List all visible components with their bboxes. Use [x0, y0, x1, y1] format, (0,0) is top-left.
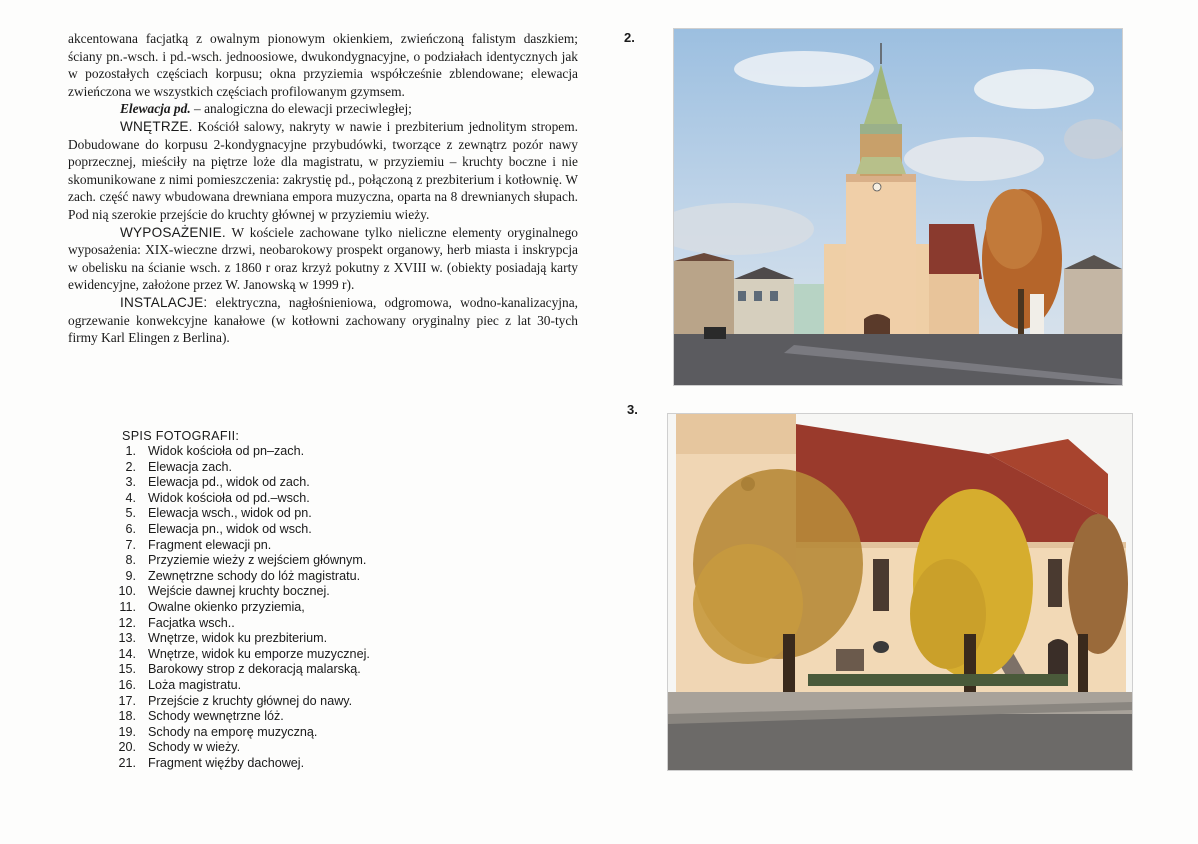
- list-item: [110, 444, 440, 460]
- list-item: [110, 662, 440, 678]
- list-item-number: 19.: [118, 724, 136, 739]
- list-item: [110, 600, 440, 616]
- list-item-label: Elewacja pd., widok od zach.: [148, 475, 310, 490]
- list-item-number: 21.: [118, 755, 136, 770]
- list-item-number: 20.: [118, 740, 136, 755]
- list-item-number: 11.: [119, 599, 136, 614]
- list-item-label: Wnętrze, widok ku prezbiterium.: [148, 631, 328, 646]
- list-item: [110, 740, 440, 756]
- list-item: [110, 538, 440, 554]
- list-item-label: Facjatka wsch..: [148, 615, 235, 630]
- list-item-number: 14.: [118, 646, 136, 661]
- list-item-label: Elewacja wsch., widok od pn.: [148, 506, 312, 521]
- list-item-label: Loża magistratu.: [148, 677, 242, 692]
- paragraph-installations: [68, 294, 578, 347]
- church-west-facade-image: [674, 29, 1122, 385]
- list-item: [110, 460, 440, 476]
- list-item: [110, 522, 440, 538]
- church-south-elevation-photo: [667, 413, 1133, 771]
- photo-list-items: [110, 444, 440, 771]
- list-item: [110, 569, 440, 585]
- list-item-label: Elewacja pn., widok od wsch.: [148, 521, 312, 536]
- list-item-number: 6.: [125, 521, 136, 536]
- church-west-facade-photo: [673, 28, 1123, 386]
- list-item-number: 1.: [125, 444, 136, 458]
- list-item: [110, 678, 440, 694]
- list-item-number: 10.: [118, 584, 136, 599]
- interior-heading: WNĘTRZE.: [120, 118, 193, 134]
- list-item-label: Fragment elewacji pn.: [148, 537, 272, 552]
- list-item-label: Schody na emporę muzyczną.: [148, 724, 318, 739]
- list-item-number: 17.: [118, 693, 136, 708]
- paragraph-south-elevation: [68, 100, 578, 118]
- furnishing-heading: WYPOSAŻENIE.: [120, 224, 226, 240]
- list-item: [110, 647, 440, 663]
- list-item-label: Owalne okienko przyziemia,: [148, 599, 305, 614]
- list-item: [110, 491, 440, 507]
- paragraph-facade-east: akcentowana facjatką z owalnym pionowym okienkiem, zwieńczoną falistym daszkiem; ściany pn.-wsch. i pd.-wsch. jednoosiowe, dwukondygnacyjne, o podziałach identycznych jak w pozostałych częściach korpusu; okna przyziemia współcześnie zblendowane; elewacja zwieńczona we wszystkich częściach profilowanym gzymsem.: [68, 31, 578, 99]
- list-item-label: Wejście dawnej kruchty bocznej.: [148, 584, 330, 599]
- list-item-number: 3.: [125, 475, 136, 490]
- photo-3-label: 3.: [627, 402, 638, 417]
- south-elevation-heading: Elewacja pd.: [120, 101, 191, 117]
- list-item-label: Widok kościoła od pn–zach.: [148, 444, 305, 458]
- paragraph-furnishing: [68, 224, 578, 294]
- list-item-number: 12.: [118, 615, 136, 630]
- list-item-label: Fragment więźby dachowej.: [148, 755, 305, 770]
- interior-text: Kościół salowy, nakryty w nawie i prezbiterium jednolitym stropem. Dobudowane do korpusu 2-kondygnacyjne przybudówki, tworzące z zewnątrz pozór nawy poprzecznej, mieściły na piętrze loże dla magistratu, w przyziemiu – kruchty boczne i nie skomunikowane z nimi pomieszczenia: zakrystię pd., połączoną z prezbiterium i kotłownię. W zach. część nawy wbudowana drewniana empora muzyczna, oparta na 8 drewnianych słupach. Pod nią szerokie przejście do kruchty głównej w przyziemiu wieży.: [68, 118, 578, 222]
- list-item-label: Widok kościoła od pd.–wsch.: [148, 490, 310, 505]
- list-item: [110, 616, 440, 632]
- list-item-label: Schody wewnętrzne lóż.: [148, 709, 284, 724]
- list-item-label: Schody w wieży.: [148, 740, 241, 755]
- list-item-number: 13.: [118, 631, 136, 646]
- list-item: [110, 709, 440, 725]
- list-item-number: 9.: [125, 568, 136, 583]
- photo-list-title: SPIS FOTOGRAFII:: [122, 429, 240, 443]
- church-south-elevation-image: [668, 414, 1132, 770]
- list-item-label: Przejście z kruchty głównej do nawy.: [148, 693, 353, 708]
- list-item-label: Elewacja zach.: [148, 459, 232, 474]
- list-item-number: 8.: [125, 553, 136, 568]
- photo-list: [110, 428, 440, 771]
- list-item-label: Barokowy strop z dekoracją malarską.: [148, 662, 361, 677]
- list-item-number: 18.: [118, 709, 136, 724]
- list-item-number: 4.: [125, 490, 136, 505]
- list-item-number: 16.: [118, 677, 136, 692]
- list-item-label: Wnętrze, widok ku emporze muzycznej.: [148, 646, 370, 661]
- list-item-label: Przyziemie wieży z wejściem głównym.: [148, 553, 367, 568]
- list-item: [110, 631, 440, 647]
- list-item-label: Zewnętrzne schody do lóż magistratu.: [148, 568, 361, 583]
- list-item-number: 2.: [125, 459, 136, 474]
- list-item: [110, 584, 440, 600]
- list-item: [110, 475, 440, 491]
- photo-2-label: 2.: [624, 30, 635, 45]
- description-text: [68, 30, 578, 347]
- south-elevation-text: – analogiczna do elewacji przeciwległej;: [190, 101, 412, 117]
- list-item: [110, 756, 440, 772]
- list-item-number: 15.: [118, 662, 136, 677]
- list-item-number: 5.: [125, 506, 136, 521]
- installations-heading: INSTALACJE:: [120, 294, 208, 310]
- list-item: [110, 694, 440, 710]
- list-item: [110, 725, 440, 741]
- list-item: [110, 506, 440, 522]
- installations-text: elektryczna, nagłośnieniowa, odgromowa, wodno-kanalizacyjna, ogrzewanie konwekcyjne kanałowe (w kotłowni zachowany oryginalny piec z lat 30-tych firmy Karl Elingen z Berlina).: [68, 294, 578, 346]
- list-item: [110, 553, 440, 569]
- list-item-number: 7.: [125, 537, 136, 552]
- paragraph-interior: [68, 118, 578, 224]
- furnishing-text: W kościele zachowane tylko nieliczne elementy oryginalnego wyposażenia: XIX-wieczne drzwi, neobarokowy prospekt organowy, herb miasta i inskrypcja w obelisku na ścianie wsch. z 1860 r oraz krzyż pokutny z XVIII w. (obiekty posiadają karty ewidencyjne, założone przez W. Janowską w 1999 r).: [68, 224, 578, 293]
